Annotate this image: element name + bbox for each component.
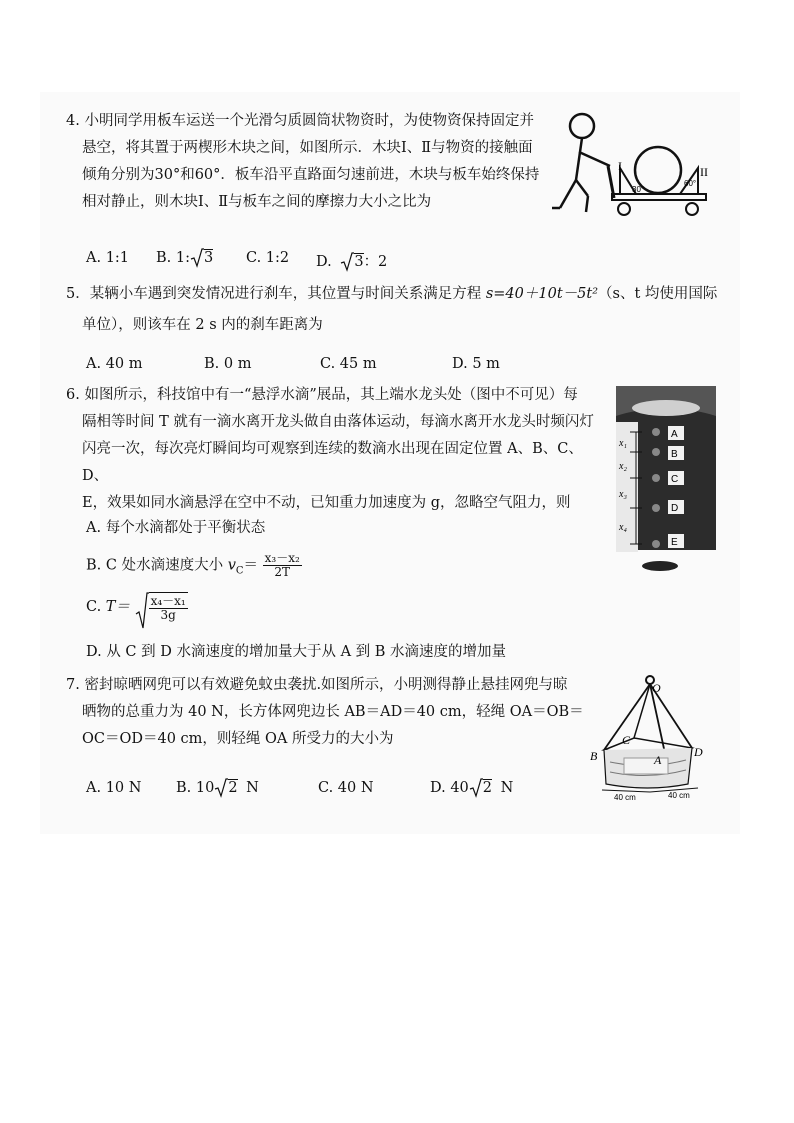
q7-option-c[interactable]: C. 40 N (318, 780, 374, 796)
q6-line: 闪亮一次，每次亮灯瞬间均可观察到连续的数滴水出现在固定位置 A、B、C、D、 (82, 441, 583, 484)
q5-option-a[interactable]: A. 40 m (86, 356, 143, 372)
dim-label-2: 40 cm (668, 791, 690, 800)
interval-x1: x₁ (619, 438, 627, 449)
q7-option-b[interactable]: B. 10 2 N (176, 780, 259, 796)
q5-line-2: 单位），则该车在 2 s 内的刹车距离为 (82, 317, 323, 333)
q4-option-d[interactable]: D. 3：2 (316, 254, 388, 270)
question-6 (66, 382, 606, 517)
q6-line: 6. 如图所示，科技馆中有一“悬浮水滴”展品，其上端水龙头处（图中不可见）每 (66, 387, 578, 403)
q6-line: E，效果如同水滴悬浮在空中不动，已知重力加速度为 g，忽略空气阻力，则 (82, 495, 571, 511)
q4-option-a[interactable]: A. 1:1 (86, 250, 130, 266)
net-bag-figure (588, 674, 718, 804)
q6-line: 隔相等时间 T 就有一滴水离开龙头做自由落体运动，每滴水离开水龙头时频闪灯 (82, 414, 594, 430)
question-7 (66, 672, 586, 753)
point-a-label: A (654, 753, 662, 767)
dim-label-1: 40 cm (614, 793, 636, 802)
point-d-label: D (694, 745, 703, 759)
question-5 (66, 281, 746, 339)
q5-line-1: 5．某辆小车遇到突发情况进行刹车，其位置与时间关系满足方程 s=40＋10t－5t²（s、t 均使用国际 (66, 286, 718, 302)
q7-option-d[interactable]: D. 40 2 N (430, 780, 514, 796)
water-drop-figure (616, 386, 716, 574)
q6-option-c[interactable]: C. T＝ $\frac{\text{x₄－x₁}}{3g}$ (86, 592, 188, 622)
q5-option-b[interactable]: B. 0 m (204, 356, 252, 372)
q5-option-d[interactable]: D. 5 m (452, 356, 500, 372)
wedge-2-label: II (700, 165, 708, 179)
drop-label-e: E (671, 537, 678, 548)
interval-x4: x₄ (619, 522, 627, 533)
q7-option-a[interactable]: A. 10 N (86, 780, 142, 796)
q5-equation: s=40＋10t－5t² (485, 286, 599, 302)
drop-label-a: A (671, 429, 678, 440)
q7-line: 晒物的总重力为 40 N，长方体网兜边长 AB＝AD＝40 cm，轻绳 OA＝OB＝ (82, 704, 584, 720)
q7-line: OC＝OD＝40 cm，则轻绳 OA 所受力的大小为 (82, 731, 394, 747)
interval-x2: x₂ (619, 461, 627, 472)
q6-option-b[interactable]: B. C 处水滴速度大小 $v_C=$ $\frac{\text{x₃－x₂}}{2T}$ (86, 551, 300, 579)
question-4 (66, 108, 546, 216)
interval-x3: x₃ (619, 489, 627, 500)
drop-label-d: D (671, 503, 679, 514)
q6-option-a[interactable]: A. 每个水滴都处于平衡状态 (86, 520, 266, 536)
point-b-label: B (590, 749, 598, 763)
q4-line: 相对静止，则木块Ⅰ、Ⅱ与板车之间的摩擦力大小之比为 (82, 194, 432, 210)
angle-60-label: 60° (684, 179, 697, 188)
q4-line: 倾角分别为30°和60°．板车沿平直路面匀速前进，木块与板车始终保持 (82, 167, 540, 183)
q7-line: 7. 密封晾晒网兜可以有效避免蚊虫袭扰.如图所示，小明测得静止悬挂网兜与晾 (66, 677, 568, 693)
cart-figure (548, 108, 726, 226)
q5-option-c[interactable]: C. 45 m (320, 356, 377, 372)
q4-option-b[interactable]: B. 1: 3 (156, 250, 214, 266)
point-c-label: C (622, 733, 631, 747)
point-o-label: O (652, 681, 661, 695)
q6-option-d[interactable]: D. 从 C 到 D 水滴速度的增加量大于从 A 到 B 水滴速度的增加量 (86, 644, 507, 660)
wedge-1-label: I (618, 159, 622, 173)
angle-30-label: 30° (632, 185, 645, 194)
drop-label-c: C (671, 474, 679, 485)
q4-option-c[interactable]: C. 1:2 (246, 250, 290, 266)
q4-line: 4. 小明同学用板车运送一个光滑匀质圆筒状物资时，为使物资保持固定并 (66, 113, 534, 129)
q4-line: 悬空，将其置于两楔形木块之间，如图所示．木块Ⅰ、Ⅱ与物资的接触面 (82, 140, 533, 156)
drop-label-b: B (671, 449, 678, 460)
